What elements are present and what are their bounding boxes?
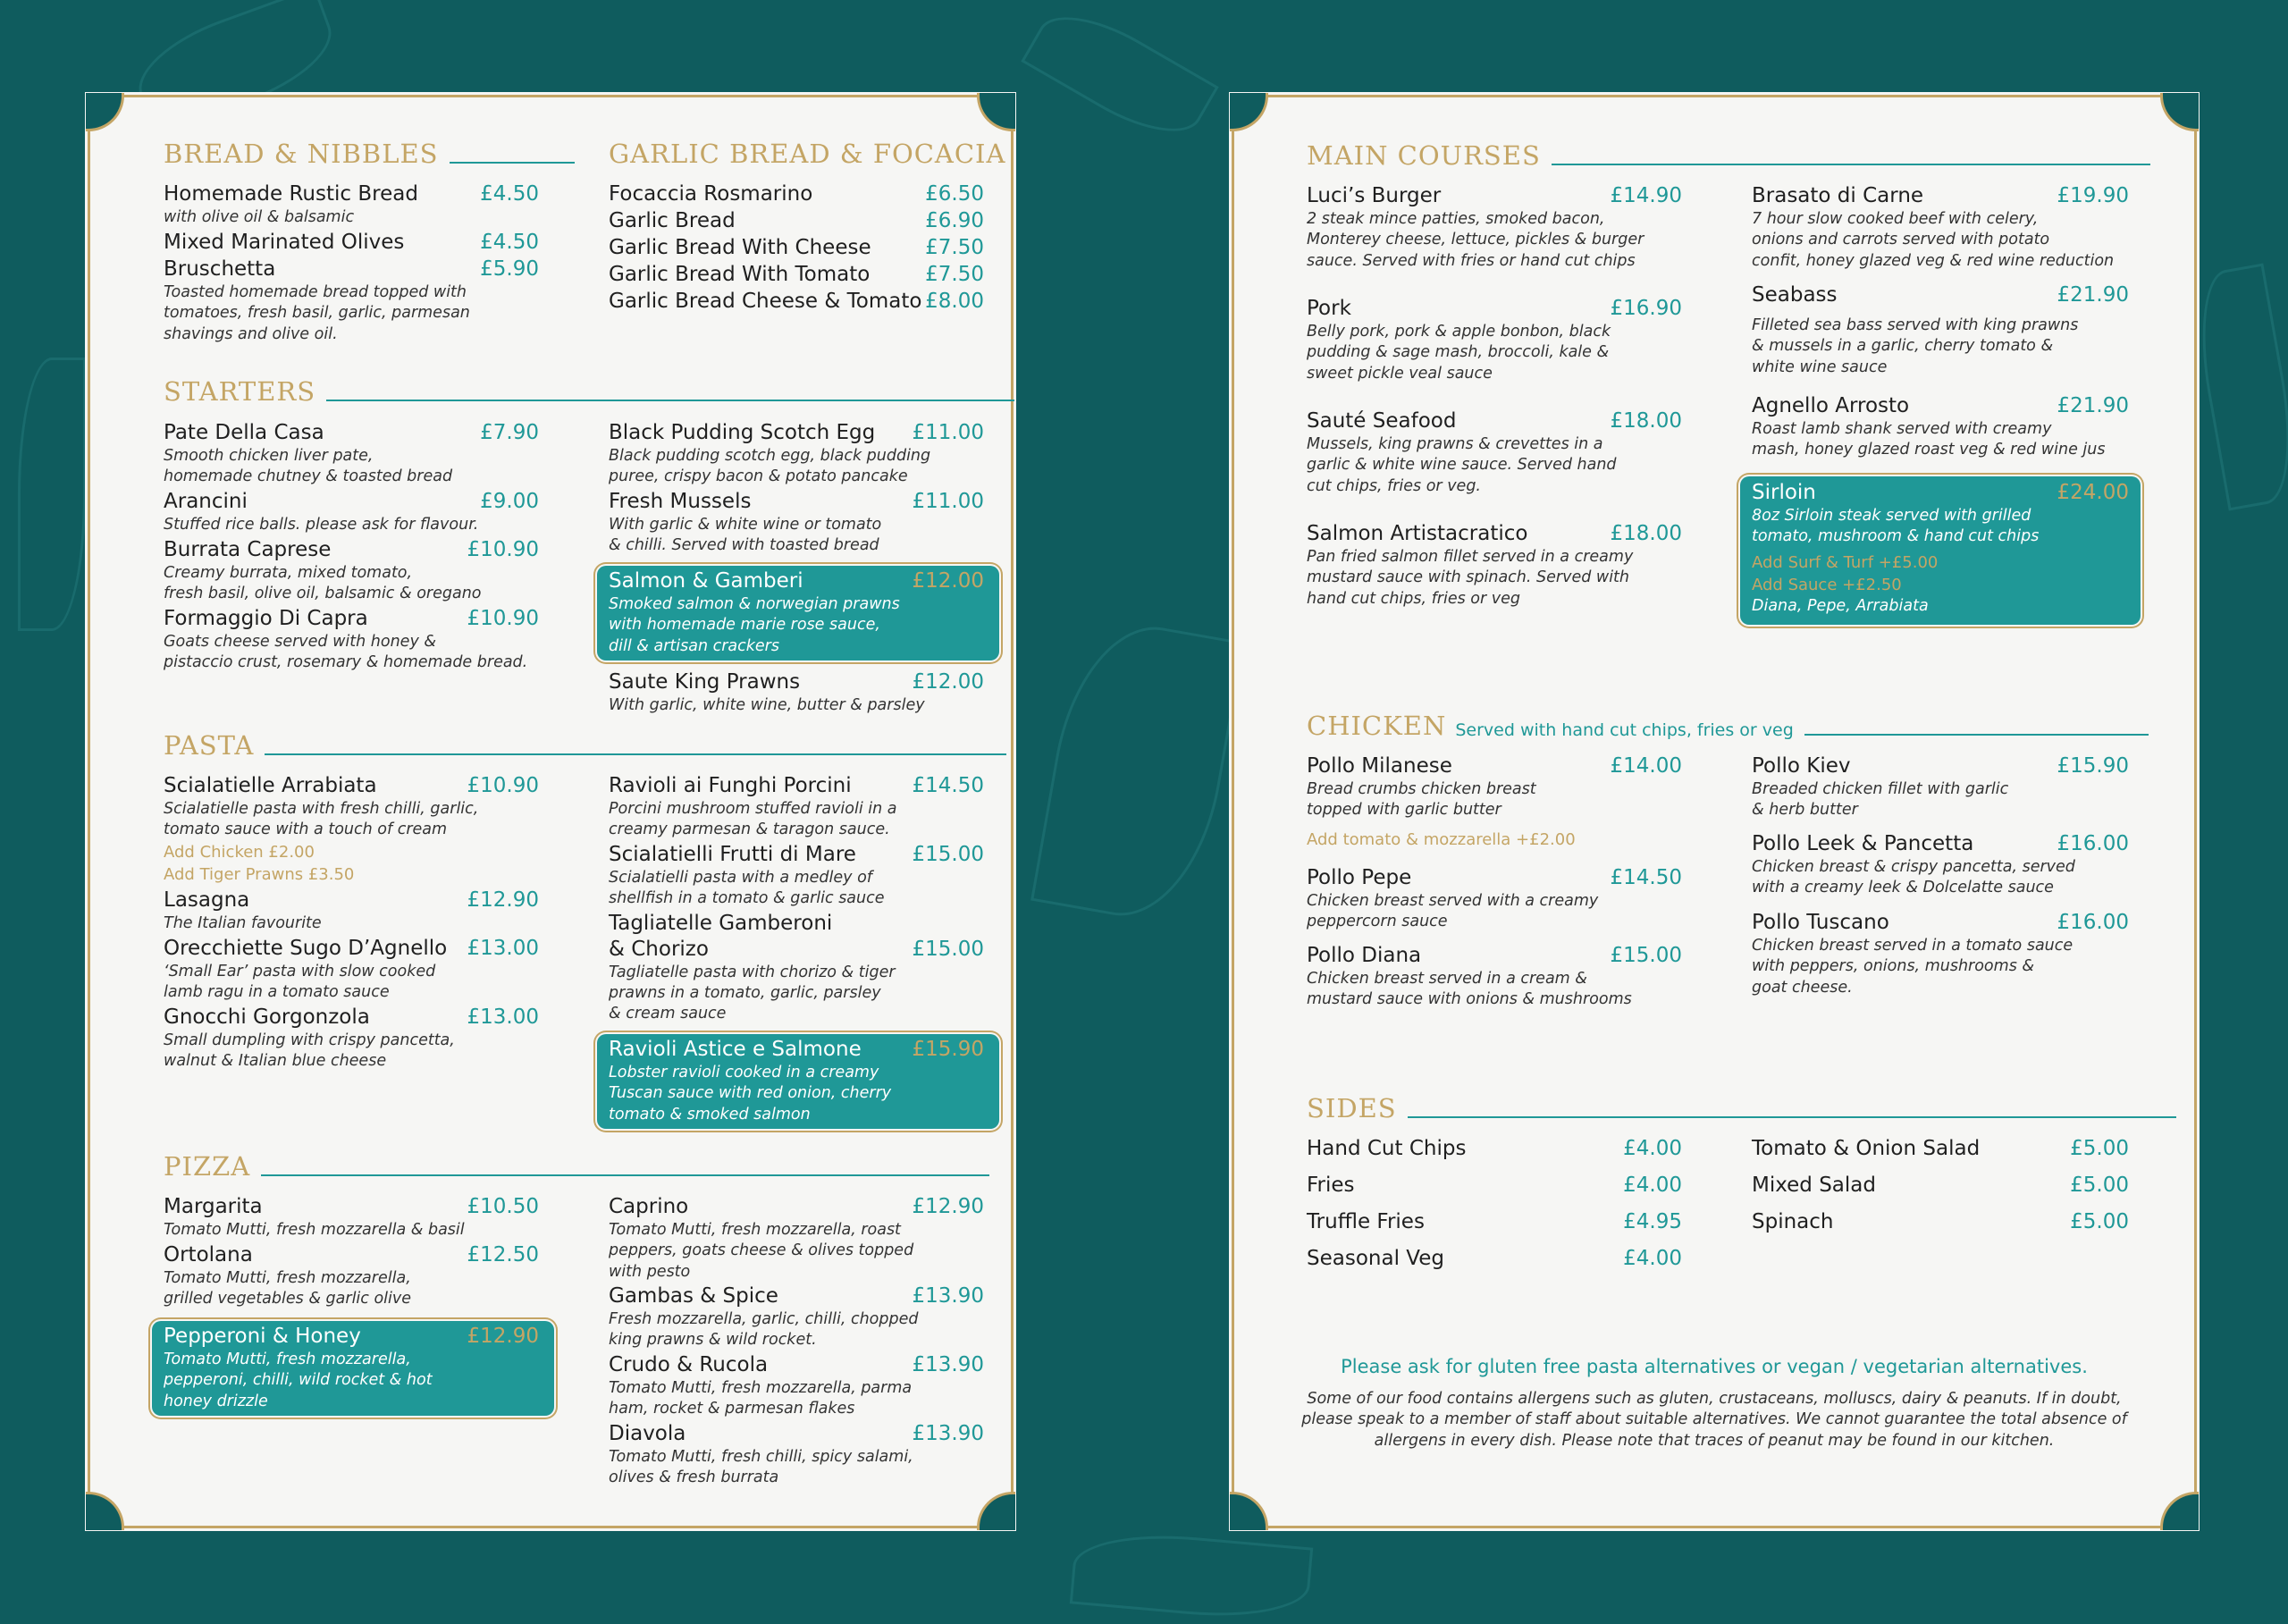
item-price: £15.90 <box>2057 754 2129 778</box>
menu-item <box>164 257 539 345</box>
menu-item <box>164 888 539 934</box>
item-description: Stuffed rice balls. please ask for flavour. <box>164 515 479 534</box>
item-description: Pan fried salmon fillet served in a creamy <box>1307 547 1634 566</box>
item-description: Chicken breast served in a cream & <box>1307 969 1587 988</box>
menu-item <box>1752 183 2129 272</box>
item-price: £13.00 <box>467 937 539 960</box>
item-description: Chicken breast & crispy pancetta, served <box>1752 857 2075 876</box>
item-name: Pork <box>1307 297 1351 320</box>
menu-item <box>1307 943 1682 1011</box>
item-price: £4.50 <box>480 182 539 206</box>
item-price: £4.00 <box>1623 1174 1682 1197</box>
item-description: With garlic, white wine, butter & parsley <box>609 695 925 714</box>
side-item <box>1307 1246 1682 1272</box>
item-name: Homemade Rustic Bread <box>164 182 418 206</box>
item-price: £10.90 <box>467 774 539 797</box>
item-description: walnut & Italian blue cheese <box>164 1052 387 1071</box>
item-description: grilled vegetables & garlic olive <box>164 1290 412 1308</box>
item-name: Mixed Salad <box>1752 1174 1876 1197</box>
item-description: & chilli. Served with toasted bread <box>609 536 879 555</box>
item-name: Bruschetta <box>164 257 276 281</box>
section-sides-header <box>1307 1093 2176 1123</box>
item-name: Scialatielle Arrabiata <box>164 774 377 797</box>
item-description: & herb butter <box>1752 801 1858 820</box>
item-name: Gnocchi Gorgonzola <box>164 1006 370 1029</box>
item-description: prawns in a tomato, garlic, parsley <box>609 983 881 1002</box>
item-description: Tomato Mutti, fresh mozzarella, parma <box>609 1378 913 1397</box>
item-description: sweet pickle veal sauce <box>1307 364 1493 383</box>
item-description: Tomato Mutti, fresh mozzarella, <box>164 1350 411 1368</box>
menu-item <box>164 420 539 488</box>
menu-item <box>164 489 539 535</box>
item-description: mustard sauce with onions & mushrooms <box>1307 990 1632 1009</box>
menu-item <box>609 1421 984 1489</box>
item-name: Focaccia Rosmarino <box>609 182 813 206</box>
item-description: puree, crispy bacon & potato pancake <box>609 467 908 486</box>
item-price: £4.00 <box>1623 1247 1682 1270</box>
item-name: Crudo & Rucola <box>609 1353 769 1376</box>
item-price: £7.90 <box>480 421 539 444</box>
item-description: Diana, Pepe, Arrabiata <box>1752 597 1929 615</box>
item-description: Tomato Mutti, fresh mozzarella & basil <box>164 1220 465 1239</box>
item-price: £15.00 <box>912 937 984 961</box>
section-main-courses-header <box>1307 140 2150 171</box>
section-title: STARTERS <box>164 376 316 407</box>
item-price: £24.00 <box>2057 481 2129 504</box>
item-description: Smoked salmon & norwegian prawns <box>609 594 900 613</box>
item-description: With garlic & white wine or tomato <box>609 515 882 534</box>
item-description: confit, honey glazed veg & red wine reduction <box>1752 251 2115 270</box>
menu-item <box>609 208 984 234</box>
item-name: Ravioli ai Funghi Porcini <box>609 774 852 797</box>
section-title: PASTA <box>164 730 255 761</box>
item-price: £6.50 <box>925 182 984 206</box>
item-description: tomatoes, fresh basil, garlic, parmesan <box>164 304 470 323</box>
item-description: with peppers, onions, mushrooms & <box>1752 957 2035 976</box>
allergen-line: Some of our food contains allergens such as gluten, crustaceans, molluscs, dairy & peanuts. If in doubt, <box>1307 1390 2122 1408</box>
menu-item <box>609 669 984 716</box>
item-addon: Add Chicken £2.00 <box>164 842 315 862</box>
item-price: £18.00 <box>1610 409 1682 433</box>
menu-item <box>609 1194 984 1283</box>
item-description: Small dumpling with crispy pancetta, <box>164 1031 455 1049</box>
item-price: £10.90 <box>467 607 539 630</box>
item-description: Roast lamb shank served with creamy <box>1752 419 2052 438</box>
item-description: honey drizzle <box>164 1392 268 1410</box>
item-description: mustard sauce with spinach. Served with <box>1307 568 1630 587</box>
item-name: Tagliatelle Gamberoni <box>609 912 833 935</box>
divider <box>265 753 1006 755</box>
item-price: £12.90 <box>912 1195 984 1218</box>
item-price: £12.50 <box>467 1243 539 1266</box>
item-price: £4.00 <box>1623 1137 1682 1160</box>
item-price: £4.50 <box>480 231 539 254</box>
menu-item <box>1752 910 2129 998</box>
item-description: shellfish in a tomato & garlic sauce <box>609 889 885 908</box>
featured-item <box>152 1321 554 1416</box>
menu-item <box>1752 831 2129 899</box>
item-name: Fresh Mussels <box>609 490 752 513</box>
divider <box>1408 1116 2176 1118</box>
item-price: £13.90 <box>912 1353 984 1376</box>
side-item <box>1752 1136 2129 1162</box>
item-name: Garlic Bread Cheese & Tomato <box>609 290 922 313</box>
item-name: Salmon Artistacratico <box>1307 522 1528 545</box>
item-name: Salmon & Gamberi <box>609 569 803 593</box>
section-title: PIZZA <box>164 1151 251 1182</box>
section-title: BREAD & NIBBLES <box>164 139 439 169</box>
item-name: Lasagna <box>164 888 250 912</box>
menu-item <box>164 606 539 674</box>
item-description: peppers, goats cheese & olives topped <box>609 1241 914 1260</box>
item-description: peppercorn sauce <box>1307 913 1448 931</box>
item-price: £8.00 <box>925 290 984 313</box>
menu-item <box>609 289 984 315</box>
menu-item <box>1307 753 1682 851</box>
item-description: with a creamy leek & Dolcelatte sauce <box>1752 879 2054 897</box>
item-description: creamy parmesan & taragon sauce. <box>609 820 890 839</box>
divider <box>261 1174 989 1176</box>
allergen-line: please speak to a member of staff about suitable alternatives. We cannot guarantee the total absence of <box>1301 1410 2127 1429</box>
item-name: Pollo Pepe <box>1307 866 1412 889</box>
item-name: Diavola <box>609 1422 686 1445</box>
menu-item <box>609 842 984 910</box>
item-description: & mussels in a garlic, cherry tomato & <box>1752 337 2054 356</box>
section-title: SIDES <box>1307 1093 1397 1123</box>
divider <box>1804 734 2149 736</box>
item-description: Filleted sea bass served with king prawns <box>1752 316 2079 334</box>
item-price: £15.00 <box>912 843 984 866</box>
item-price: £14.00 <box>1610 754 1682 778</box>
item-name: Pollo Milanese <box>1307 754 1452 778</box>
menu-item <box>609 1283 984 1351</box>
item-description: ham, rocket & parmesan flakes <box>609 1400 855 1418</box>
item-description: Fresh mozzarella, garlic, chilli, chopped <box>609 1309 919 1328</box>
item-addon: Add Surf & Turf +£5.00 <box>1752 552 1939 572</box>
item-name: Saute King Prawns <box>609 670 801 694</box>
item-description: Belly pork, pork & apple bonbon, black <box>1307 322 1611 341</box>
item-name: Arancini <box>164 490 248 513</box>
item-description: cut chips, fries or veg. <box>1307 476 1481 495</box>
item-price: £5.00 <box>2070 1210 2129 1233</box>
menu-item <box>1752 753 2129 821</box>
item-description: hand cut chips, fries or veg <box>1307 589 1521 608</box>
menu-item <box>609 773 984 841</box>
menu-item <box>609 911 984 1025</box>
item-description: ‘Small Ear’ pasta with slow cooked <box>164 962 436 980</box>
item-name: Agnello Arrosto <box>1752 394 1910 417</box>
section-pizza-header <box>164 1151 989 1182</box>
item-price: £4.95 <box>1623 1210 1682 1233</box>
item-description: The Italian favourite <box>164 913 322 932</box>
item-description: goat cheese. <box>1752 978 1853 997</box>
menu-item <box>164 537 539 605</box>
item-description: Tuscan sauce with red onion, cherry <box>609 1084 892 1103</box>
item-name: Orecchiette Sugo D’Agnello <box>164 937 448 960</box>
item-description: Black pudding scotch egg, black pudding <box>609 446 931 465</box>
item-description: lamb ragu in a tomato sauce <box>164 983 390 1002</box>
item-description: pistaccio crust, rosemary & homemade bread. <box>164 653 528 672</box>
divider <box>326 400 1014 401</box>
item-name: Ortolana <box>164 1243 253 1266</box>
menu-item <box>609 262 984 288</box>
item-price: £18.00 <box>1610 522 1682 545</box>
item-name: Gambas & Spice <box>609 1284 778 1308</box>
item-price: £11.00 <box>912 490 984 513</box>
item-name: Black Pudding Scotch Egg <box>609 421 876 444</box>
item-price: £21.90 <box>2057 394 2129 417</box>
item-price: £14.50 <box>1610 866 1682 889</box>
section-bread-nibbles-header <box>164 141 575 167</box>
menu-item <box>1752 393 2129 461</box>
item-price: £14.50 <box>912 774 984 797</box>
item-name: Seasonal Veg <box>1307 1247 1444 1270</box>
item-name: Garlic Bread With Cheese <box>609 236 871 259</box>
section-title: MAIN COURSES <box>1307 140 1541 171</box>
item-description: homemade chutney & toasted bread <box>164 467 453 486</box>
menu-item <box>164 1005 539 1073</box>
menu-item <box>609 420 984 488</box>
item-price: £16.00 <box>2057 911 2129 934</box>
menu-item <box>164 1194 539 1241</box>
item-price: £13.00 <box>467 1006 539 1029</box>
item-description: Porcini mushroom stuffed ravioli in a <box>609 799 897 818</box>
item-description: 2 steak mince patties, smoked bacon, <box>1307 209 1605 228</box>
section-title: GARLIC BREAD & FOCACIA <box>609 139 1006 169</box>
item-name: Burrata Caprese <box>164 538 332 561</box>
menu-item <box>1307 408 1682 497</box>
item-name: Mixed Marinated Olives <box>164 231 405 254</box>
side-item <box>1307 1173 1682 1199</box>
item-description: Smooth chicken liver pate, <box>164 446 374 465</box>
menu-item <box>1307 865 1682 933</box>
menu-item <box>609 489 984 557</box>
item-description: Breaded chicken fillet with garlic <box>1752 779 2009 798</box>
item-price: £12.90 <box>467 888 539 912</box>
item-description: tomato, mushroom & hand cut chips <box>1752 527 2040 546</box>
item-description: Mussels, king prawns & crevettes in a <box>1307 434 1603 453</box>
item-name: Garlic Bread <box>609 209 736 232</box>
item-name: Garlic Bread With Tomato <box>609 263 871 286</box>
item-name: Ravioli Astice e Salmone <box>609 1038 862 1061</box>
item-description: Chicken breast served with a creamy <box>1307 891 1599 910</box>
item-price: £5.90 <box>480 257 539 281</box>
menu-item <box>164 936 539 1004</box>
section-chicken-header <box>1307 713 2149 739</box>
item-description: topped with garlic butter <box>1307 801 1502 820</box>
item-description: Tomato Mutti, fresh chilli, spicy salami, <box>609 1447 913 1466</box>
item-price: £5.00 <box>2070 1137 2129 1160</box>
item-price: £10.90 <box>467 538 539 561</box>
featured-item <box>1740 476 2141 625</box>
item-price: £10.50 <box>467 1195 539 1218</box>
side-item <box>1752 1173 2129 1199</box>
item-name: Scialatielli Frutti di Mare <box>609 843 856 866</box>
item-description: with pesto <box>609 1262 691 1281</box>
item-description: Tomato Mutti, fresh mozzarella, roast <box>609 1220 901 1239</box>
menu-item <box>164 773 539 886</box>
item-addon: Add Sauce +£2.50 <box>1752 575 1902 594</box>
menu-item <box>609 181 984 207</box>
item-name: Truffle Fries <box>1307 1210 1425 1233</box>
menu-item <box>1307 183 1682 272</box>
item-description: dill & artisan crackers <box>609 636 779 655</box>
item-name: Brasato di Carne <box>1752 184 1924 207</box>
side-item <box>1307 1209 1682 1235</box>
item-price: £7.50 <box>925 263 984 286</box>
side-item <box>1752 1209 2129 1235</box>
item-price: £9.00 <box>480 490 539 513</box>
item-name: Luci’s Burger <box>1307 184 1442 207</box>
menu-item <box>609 1352 984 1420</box>
section-garlic-bread-header <box>609 141 1005 167</box>
item-name: Fries <box>1307 1174 1355 1197</box>
allergen-line: allergens in every dish. Please note that traces of peanut may be found in our kitchen. <box>1374 1431 2055 1450</box>
item-description: shavings and olive oil. <box>164 324 338 343</box>
item-description: Tagliatelle pasta with chorizo & tiger <box>609 963 896 981</box>
allergen-notice <box>1237 1389 2191 1452</box>
item-description: garlic & white wine sauce. Served hand <box>1307 456 1617 475</box>
item-description: olives & fresh burrata <box>609 1468 779 1487</box>
item-price: £16.00 <box>2057 832 2129 855</box>
section-starters-header <box>164 376 1014 407</box>
item-description: Scialatielle pasta with fresh chilli, garlic, <box>164 799 479 818</box>
item-name: Pollo Leek & Pancetta <box>1752 832 1974 855</box>
item-name: Pollo Diana <box>1307 944 1422 967</box>
item-name: Sauté Seafood <box>1307 409 1457 433</box>
item-description: Tomato Mutti, fresh mozzarella, <box>164 1268 411 1287</box>
item-description: pudding & sage mash, broccoli, kale & <box>1307 343 1610 362</box>
item-price: £13.90 <box>912 1422 984 1445</box>
item-price: £11.00 <box>912 421 984 444</box>
section-subtitle: Served with hand cut chips, fries or veg <box>1455 720 1794 740</box>
item-description: fresh basil, olive oil, balsamic & oregano <box>164 585 482 603</box>
menu-item <box>164 1242 539 1310</box>
item-description: Toasted homemade bread topped with <box>164 282 467 301</box>
side-item <box>1307 1136 1682 1162</box>
item-addon: Add tomato & mozzarella +£2.00 <box>1307 829 1576 849</box>
item-description: & cream sauce <box>609 1005 727 1023</box>
item-price: £7.50 <box>925 236 984 259</box>
featured-item <box>597 1034 999 1129</box>
item-price: £12.00 <box>912 670 984 694</box>
menu-item <box>164 181 539 228</box>
item-name: Pate Della Casa <box>164 421 324 444</box>
item-description: tomato sauce with a touch of cream <box>164 820 448 839</box>
item-price: £14.90 <box>1610 184 1682 207</box>
item-name: Formaggio Di Capra <box>164 607 368 630</box>
item-description: Goats cheese served with honey & <box>164 632 437 651</box>
menu-item <box>609 235 984 261</box>
item-name: Tomato & Onion Salad <box>1752 1137 1981 1160</box>
item-description: king prawns & wild rocket. <box>609 1331 817 1350</box>
item-addon: Add Tiger Prawns £3.50 <box>164 864 355 884</box>
menu-item <box>1752 282 2129 378</box>
divider <box>450 162 575 164</box>
item-name-cont: & Chorizo <box>609 937 709 961</box>
item-price: £15.90 <box>912 1038 984 1061</box>
item-description: mash, honey glazed roast veg & red wine jus <box>1752 441 2106 459</box>
item-description: pepperoni, chilli, wild rocket & hot <box>164 1371 433 1390</box>
item-description: sauce. Served with fries or hand cut chips <box>1307 251 1636 270</box>
item-description: Chicken breast served in a tomato sauce <box>1752 936 2074 955</box>
item-description: white wine sauce <box>1752 358 1888 376</box>
item-name: Spinach <box>1752 1210 1834 1233</box>
item-name: Margarita <box>164 1195 263 1218</box>
item-name: Seabass <box>1752 283 1838 307</box>
item-name: Pollo Kiev <box>1752 754 1851 778</box>
section-pasta-header <box>164 730 1006 761</box>
item-name: Sirloin <box>1752 481 1816 504</box>
item-description: Creamy burrata, mixed tomato, <box>164 563 413 582</box>
item-price: £19.90 <box>2057 184 2129 207</box>
item-description: Lobster ravioli cooked in a creamy <box>609 1063 879 1081</box>
item-description: Bread crumbs chicken breast <box>1307 779 1536 798</box>
divider <box>1552 164 2150 165</box>
item-price: £12.90 <box>467 1325 539 1348</box>
item-description: onions and carrots served with potato <box>1752 231 2050 249</box>
item-name: Hand Cut Chips <box>1307 1137 1467 1160</box>
item-name: Pollo Tuscano <box>1752 911 1889 934</box>
gluten-free-note: Please ask for gluten free pasta alternatives or vegan / vegetarian alternatives. <box>1341 1356 2088 1377</box>
item-name: Caprino <box>609 1195 689 1218</box>
featured-item <box>597 566 999 661</box>
menu-item <box>1307 521 1682 610</box>
item-description: tomato & smoked salmon <box>609 1105 811 1123</box>
item-description: with homemade marie rose sauce, <box>609 616 880 635</box>
item-price: £15.00 <box>1610 944 1682 967</box>
item-description: with olive oil & balsamic <box>164 207 355 226</box>
item-price: £13.90 <box>912 1284 984 1308</box>
item-price: £16.90 <box>1610 297 1682 320</box>
item-description: Scialatielli pasta with a medley of <box>609 868 872 887</box>
item-price: £5.00 <box>2070 1174 2129 1197</box>
menu-item <box>164 230 539 256</box>
item-price: £12.00 <box>912 569 984 593</box>
menu-item <box>1307 296 1682 384</box>
item-price: £21.90 <box>2057 283 2129 307</box>
item-name: Pepperoni & Honey <box>164 1325 361 1348</box>
item-description: 7 hour slow cooked beef with celery, <box>1752 209 2039 228</box>
item-description: Monterey cheese, lettuce, pickles & burger <box>1307 231 1644 249</box>
section-title: CHICKEN <box>1307 711 1447 741</box>
item-description: 8oz Sirloin steak served with grilled <box>1752 506 2031 525</box>
item-price: £6.90 <box>925 209 984 232</box>
